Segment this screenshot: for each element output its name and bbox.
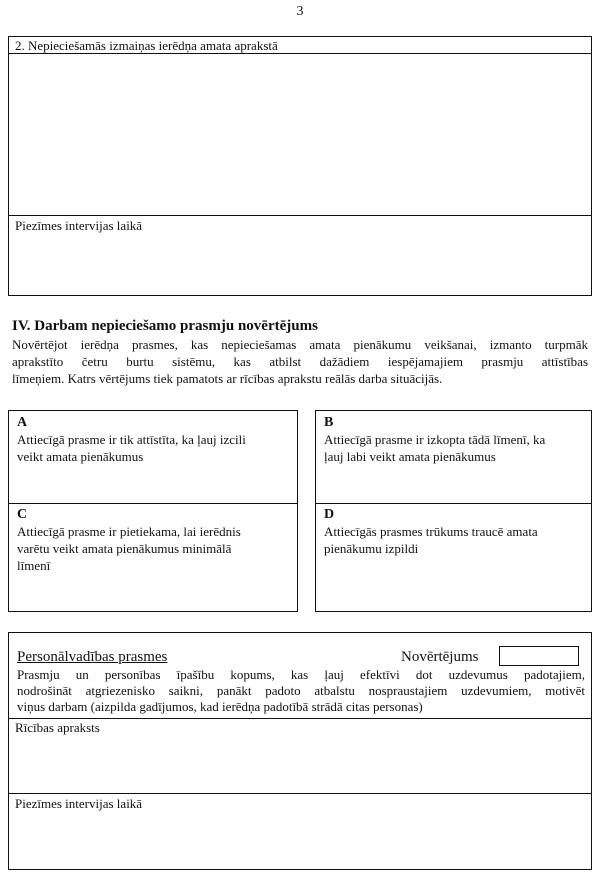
rating-input[interactable]: [499, 646, 579, 666]
intro-line: aprakstīto četru burtu sistēmu, kas atbilst dažādiem iespējamajiem prasmju attīstības: [12, 354, 588, 369]
grade-c: [11, 505, 303, 576]
changes-input-area[interactable]: [9, 54, 591, 215]
skill-notes-input-area[interactable]: [9, 813, 591, 869]
section-intro: [12, 336, 588, 387]
description-line: Prasmju un personības īpašību kopums, kas ļauj efektīvi dot uzdevumus padotajiem,: [17, 667, 585, 682]
actions-label: Rīcības apraksts: [15, 720, 100, 735]
grade-c-line: varētu veikt amata pienākumus minimālā: [17, 541, 232, 556]
notes-label: Piezīmes intervijas laikā: [15, 218, 143, 233]
description-line: viņus darbam (aizpilda gadījumos, kad ierēdņa padotībā strādā citas personas): [17, 699, 423, 714]
changes-label: 2. Nepieciešamās izmaiņas ierēdņa amata aprakstā: [15, 38, 278, 53]
section-title: IV. Darbam nepieciešamo prasmju novērtējums: [12, 318, 318, 334]
skill-notes-label: Piezīmes intervijas laikā: [15, 796, 143, 811]
grade-c-line: Attiecīgā prasme ir pietiekama, lai ierēdnis: [17, 524, 241, 539]
grade-d: [318, 505, 598, 559]
grade-divider: [316, 503, 591, 504]
grade-b-line: Attiecīgā prasme ir izkopta tādā līmenī, ka: [324, 432, 546, 447]
rating-label: Novērtējums: [401, 649, 479, 665]
actions-divider: [9, 718, 591, 719]
grade-a-letter: A: [17, 415, 28, 430]
grade-divider: [9, 503, 297, 504]
intro-line: Novērtējot ierēdņa prasmes, kas nepieciešamas amata pienākumu veikšanai, izmanto turpmāk: [12, 337, 588, 352]
grade-d-line: pienākumu izpildi: [324, 541, 419, 556]
grade-d-line: Attiecīgās prasmes trūkums traucē amata: [324, 524, 538, 539]
actions-input-area[interactable]: [9, 737, 591, 793]
grade-box-left: [8, 410, 298, 612]
grade-c-line: līmenī: [17, 558, 51, 573]
page-number: 3: [296, 4, 304, 19]
skill-title: Personālvadības prasmes: [17, 649, 168, 665]
notes-divider: [9, 215, 591, 216]
intro-line: līmeņiem. Katrs vērtējums tiek pamatots ar rīcības aprakstu reālās darba situācijās.: [12, 371, 443, 386]
skill-description: [17, 667, 585, 715]
skill-assessment-box: [8, 632, 592, 870]
grade-a: [11, 413, 303, 467]
grade-c-letter: C: [17, 507, 28, 522]
skill-notes-divider: [9, 793, 591, 794]
grade-d-letter: D: [324, 507, 335, 522]
grade-a-line: veikt amata pienākumus: [17, 449, 144, 464]
grade-box-right: [315, 410, 592, 612]
grade-b-line: ļauj labi veikt amata pienākumus: [324, 449, 496, 464]
notes-input-area[interactable]: [9, 235, 591, 295]
description-line: nodrošināt atgriezenisko saikni, panākt padoto atbalstu nospraustajiem uzdevumiem, motivēt: [17, 683, 585, 698]
grade-b: [318, 413, 598, 467]
grade-b-letter: B: [324, 415, 334, 430]
changes-and-notes-box: [8, 36, 592, 296]
grade-a-line: Attiecīgā prasme ir tik attīstīta, ka ļauj izcili: [17, 432, 246, 447]
